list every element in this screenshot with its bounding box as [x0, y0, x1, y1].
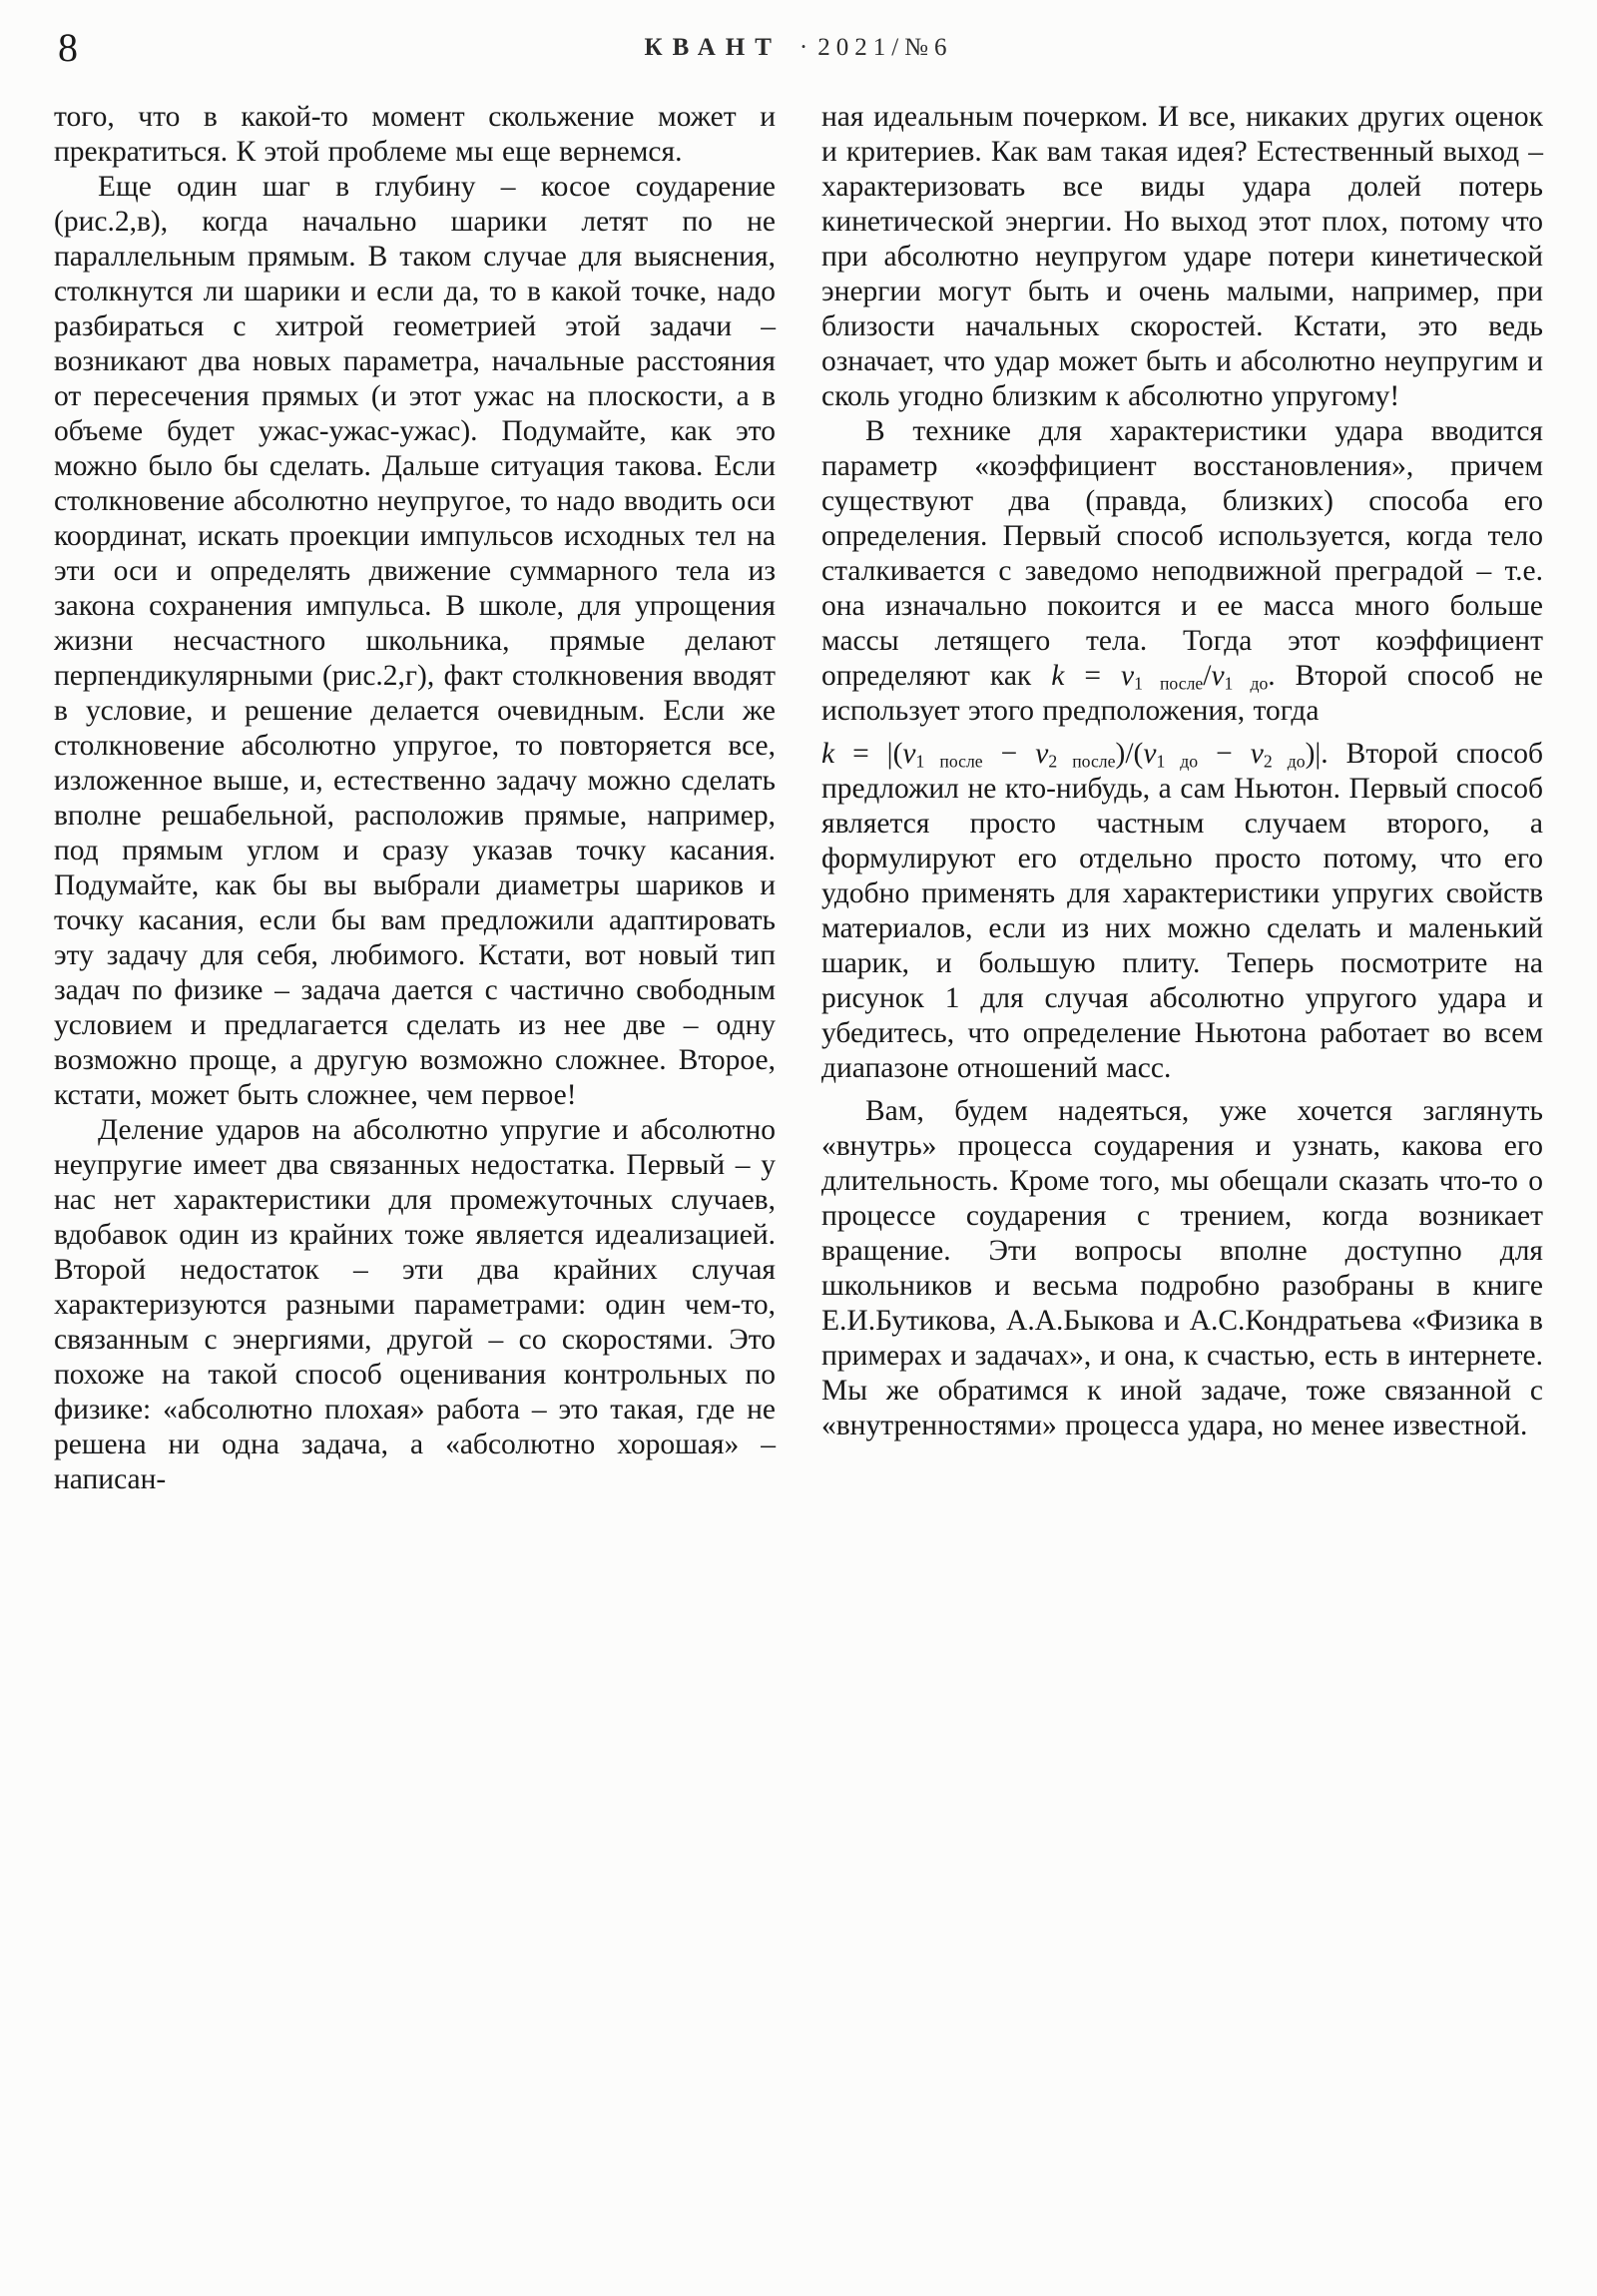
page-header: [54, 26, 1543, 84]
formula-paragraph: $k = |(v_{1 после} - v_{2 после})/(v_{1 до} - v_{2 до})|$. Второй способ предложил не кто-нибудь, а сам Ньютон. Первый способ является просто частным случаем второго, а формулируют его отдельно просто потому, что его удобно применять для характеристики упругих свойств материалов, если из них можно сделать и маленький шарик, и большую плиту. Теперь посмотрите на рисунок 1 для случая абсолютно упругого удара и убедитесь, что определение Ньютона работает во всем диапазоне отношений масс.: [821, 738, 1544, 1084]
journal-issue: 2021/№6: [817, 34, 953, 61]
journal-title: КВАНТ: [644, 34, 782, 61]
two-column-body: [54, 100, 1543, 1497]
paragraph: ная идеальным почерком. И все, никаких других оценок и критериев. Как вам такая идея? Естественный выход – характеризовать все виды удара долей потерь кинетической энергии. Но выход этот плох, потому что при абсолютно неупругом ударе потери кинетической энергии могут быть и очень малыми, например, при близости начальных скоростей. Кстати, это ведь означает, что удар может быть и абсолютно неупругим и сколь угодно близким к абсолютно упругому!: [821, 101, 1543, 412]
paragraph: Деление ударов на абсолютно упругие и абсолютно неупругие имеет два связанных недостатка. Первый – у нас нет характеристики для промежуточных случаев, вдобавок один из крайних тоже является идеализацией. Второй недостаток – эти два крайних случая характеризуются разными параметрами: один чем-то, связанным с энергиями, другой – со скоростями. Это похоже на такой способ оценивания контрольных по физике: «абсолютно плохая» работа – это такая, где не решена ни одна задача, а «абсолютно хорошая» – написан-: [54, 1114, 776, 1495]
paragraph: Вам, будем надеяться, уже хочется заглянуть «внутрь» процесса соударения и узнать, какова его длительность. Кроме того, мы обещали сказать что-то о процессе соударения с трением, когда возникает вращение. Эти вопросы вполне доступно для школьников и весьма подробно разобраны в книге Е.И.Бутикова, А.А.Быкова и А.С.Кондратьева «Физика в примерах и задачах», и она, к счастью, есть в интернете. Мы же обратимся к иной задаче, тоже связанной с «внутренностями» процесса удара, но менее известной.: [821, 1095, 1543, 1441]
journal-header-line: [54, 26, 1543, 70]
paragraph: Еще один шаг в глубину – косое соударение (рис.2,в), когда начально шарики летят по не параллельным прямым. В таком случае для выяснения, столкнутся ли шарики и если да, то в какой точке, надо разбираться с хитрой геометрией этой задачи – возникают два новых параметра, начальные расстояния от пересечения прямых (и этот ужас на плоскости, а в объеме будет ужас-ужас-ужас). Подумайте, как это можно было бы сделать. Дальше ситуация такова. Если столкновение абсолютно неупругое, то надо вводить оси координат, искать проекции импульсов исходных тел на эти оси и определять движение суммарного тела из закона сохранения импульса. В школе, для упрощения жизни несчастного школьника, прямые делают перпендикулярными (рис.2,г), факт столкновения вводят в условие, и решение делается очевидным. Если же столкновение абсолютно упругое, то повторяется все, изложенное выше, и, естественно задачу можно сделать вполне решабельной, расположив прямые, например, под прямым углом и сразу указав точку касания. Подумайте, как бы вы выбрали диаметры шариков и точку касания, если бы вам предложили адаптировать эту задачу для себя, любимого. Кстати, вот новый тип задач по физике – задача дается с частично свободным условием и предлагается сделать из нее две – одну возможно проще, а другую возможно сложнее. Второе, кстати, может быть сложнее, чем первое!: [54, 171, 776, 1111]
paragraph: В технике для характеристики удара вводится параметр «коэффициент восстановления», причем существуют два (правда, близких) способа его определения. Первый способ используется, когда тело сталкивается с заведомо неподвижной преградой – т.е. она изначально покоится и ее масса много больше массы летящего тела. Тогда этот коэффициент определяют как $k = v_{1 после}/v_{1 до}$. Второй способ не использует этого предположения, тогда: [821, 415, 1543, 727]
journal-separator: ·: [798, 34, 808, 61]
left-text-column: [54, 100, 776, 1497]
page-number: 8: [58, 25, 78, 70]
right-text-column: [821, 100, 1543, 1497]
paragraph: того, что в какой-то момент скольжение может и прекратиться. К этой проблеме мы еще вернемся.: [54, 101, 776, 168]
